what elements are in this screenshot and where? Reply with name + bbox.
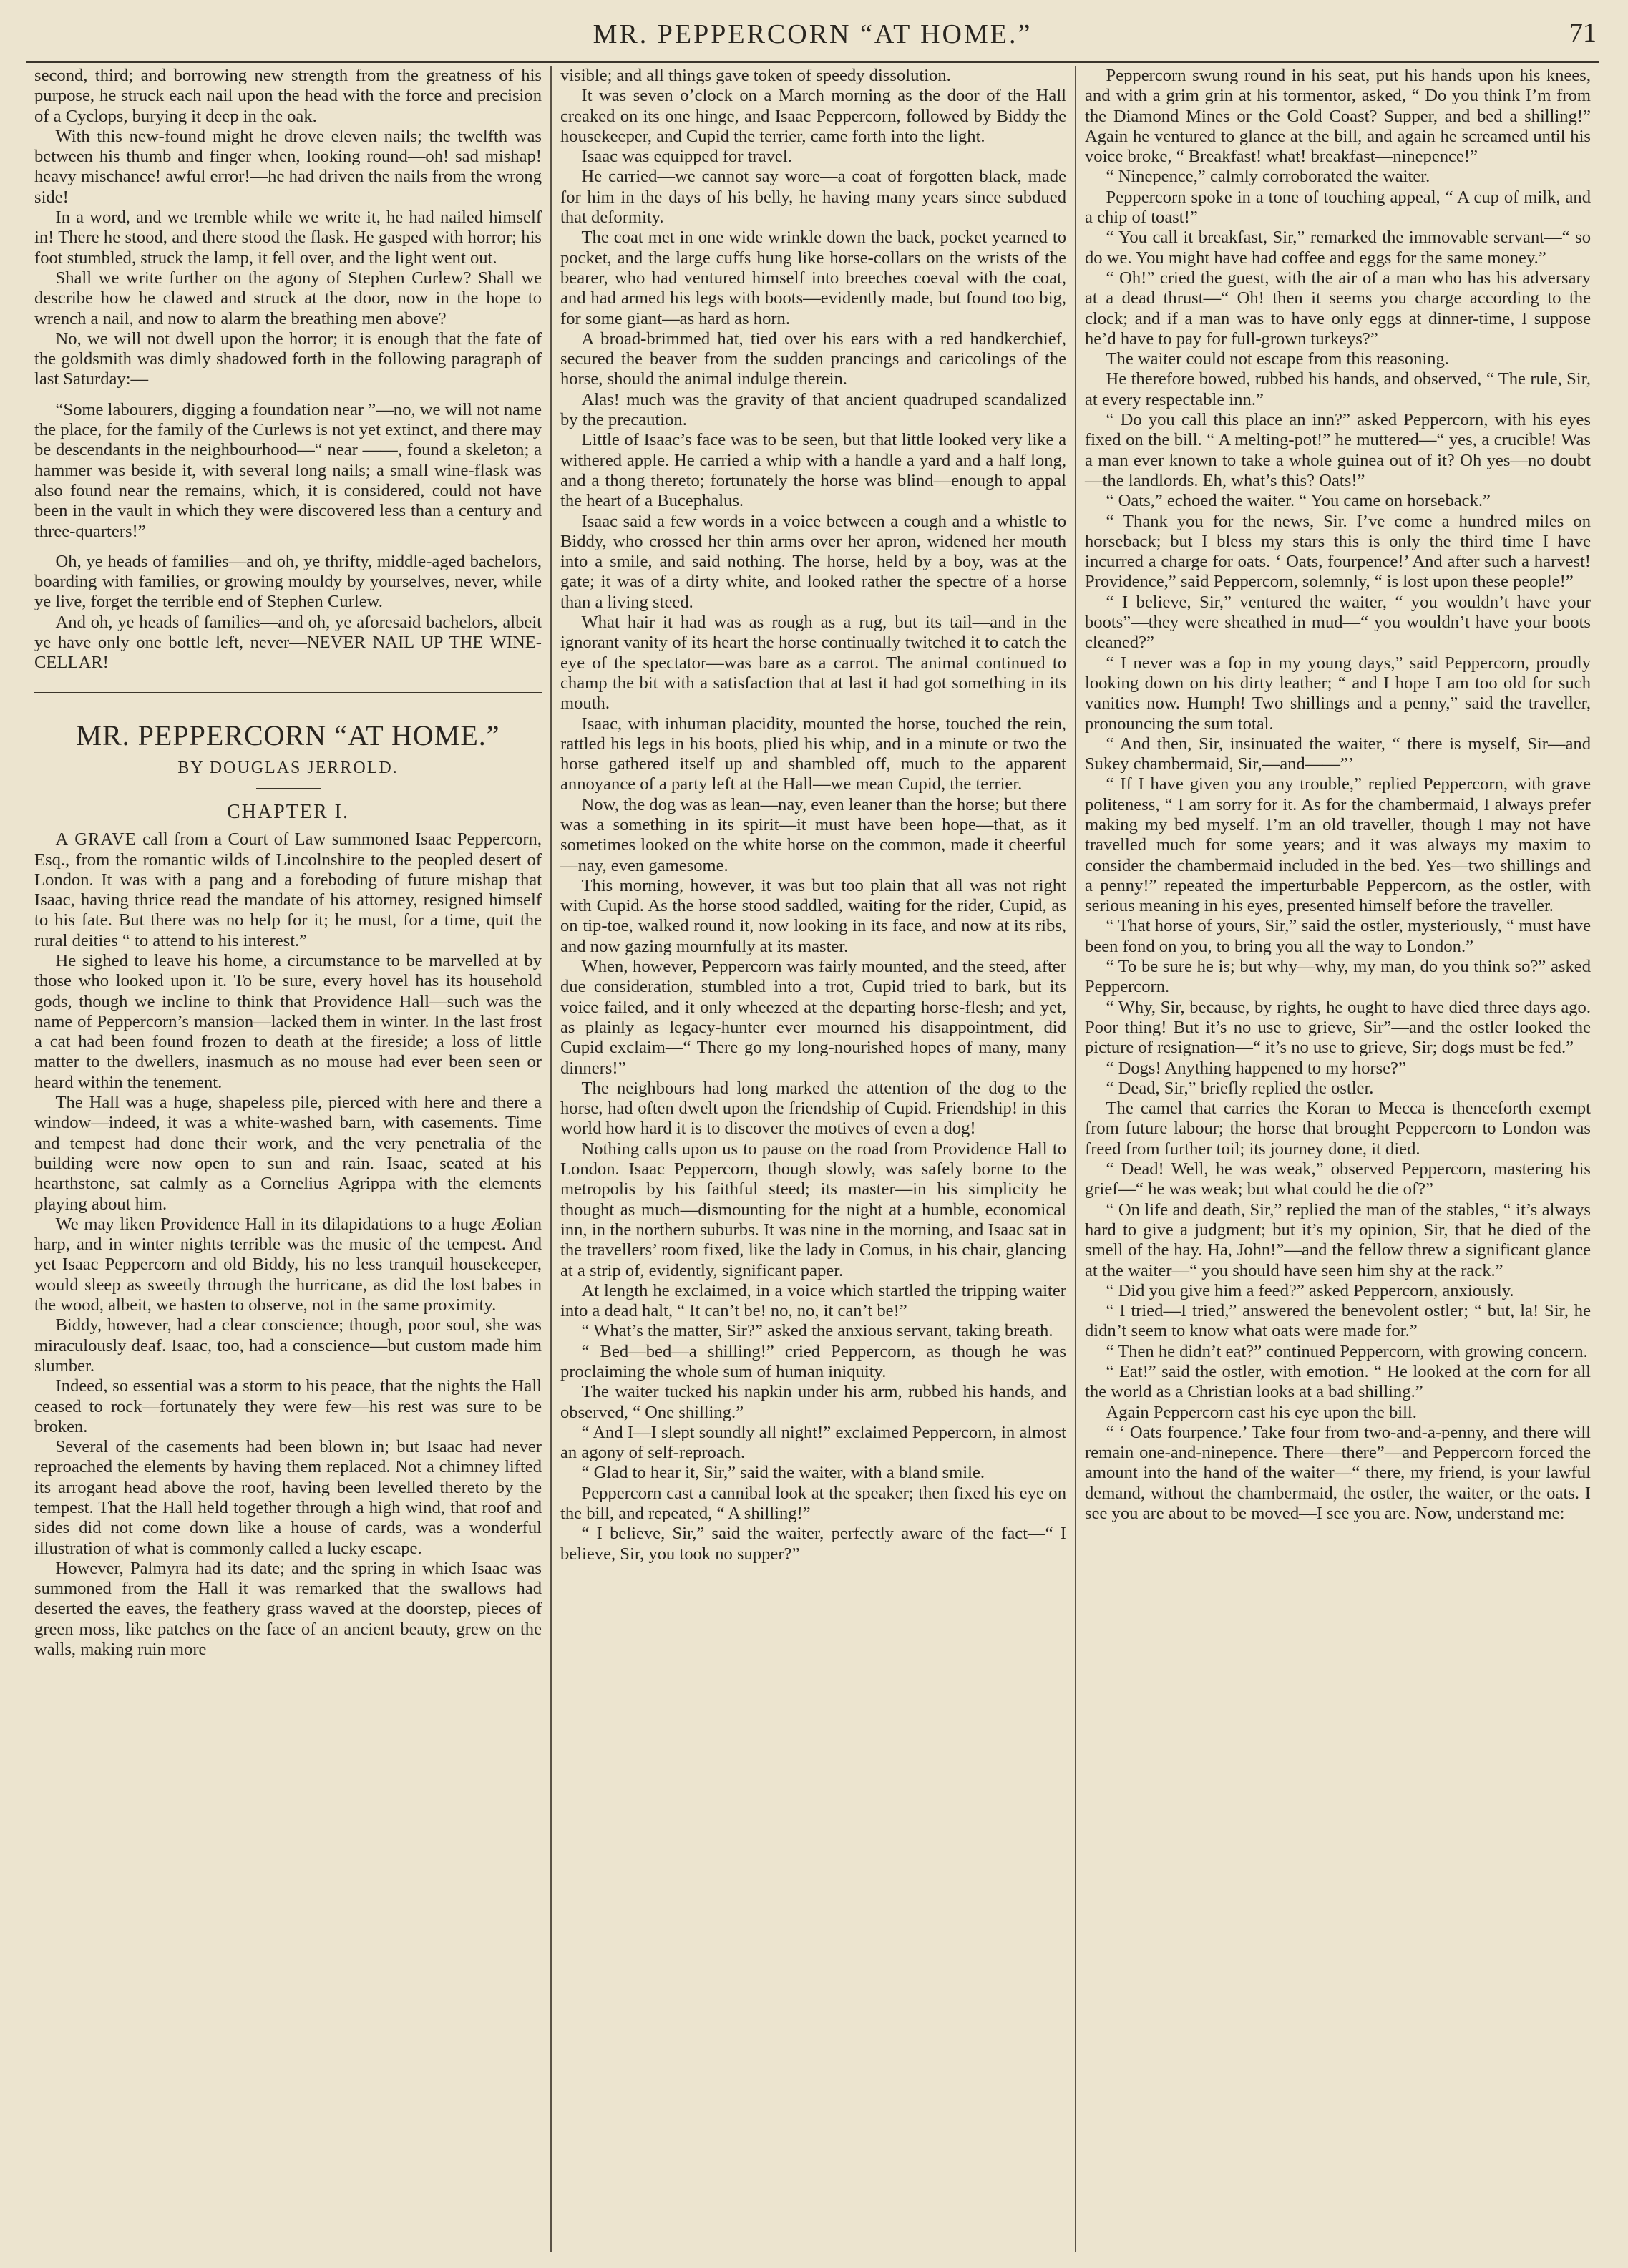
paragraph: second, third; and borrowing new strength from the greatness of his purpose, he struck each nail upon the head with the force and precision of a Cyclops, burying it deep in the oak. [34, 66, 542, 126]
paragraph: “ To be sure he is; but why—why, my man, do you think so?” asked Peppercorn. [1085, 957, 1591, 997]
paragraph: The Hall was a huge, shapeless pile, pierced with here and there a window—indeed, it was a white-washed barn, with casements. Time and tempest had done their work, and the very penetralia of the building were now open to sun and rain. Isaac, seated at his hearthstone, sat calmly as a Cornelius Agrippa with the elements playing about him. [34, 1093, 542, 1214]
paragraph: The waiter tucked his napkin under his arm, rubbed his hands, and observed, “ One shilling.” [560, 1382, 1066, 1422]
paragraph: Several of the casements had been blown in; but Isaac had never reproached the elements by having them replaced. Not a chimney lifted its arrogant head above the roof, having been levelled thereto by the tempest. That the Hall held together through a high wind, that roof and sides did not come down like a house of cards, was a wonderful illustration of what is commonly called a lucky escape. [34, 1437, 542, 1558]
paragraph: “ I believe, Sir,” said the waiter, perfectly aware of the fact—“ I believe, Sir, you took no supper?” [560, 1524, 1066, 1564]
paragraph: We may liken Providence Hall in its dilapidations to a huge Æolian harp, and in winter nights terrible was the music of the tempest. And yet Isaac Peppercorn and old Biddy, his no less tranquil housekeeper, would sleep as sweetly through the hurricane, as did the lost babes in the wood, albeit, we hasten to observe, not in the same proximity. [34, 1214, 542, 1315]
paragraph: However, Palmyra had its date; and the spring in which Isaac was summoned from the Hall it was remarked that the swallows had deserted the eaves, the feathery grass waved at the doorstep, pieces of green moss, like patches on the face of an ancient beauty, grew on the walls, making ruin more [34, 1558, 542, 1660]
paragraph: Alas! much was the gravity of that ancient quadruped scandalized by the precaution. [560, 389, 1066, 430]
paragraph: Indeed, so essential was a storm to his peace, that the nights the Hall ceased to rock—fortunately they were few—his rest was sure to be broken. [34, 1376, 542, 1436]
column-3 [1075, 66, 1599, 2252]
paragraph: A broad-brimmed hat, tied over his ears with a red handkerchief, secured the beaver from the sudden prancings and caricolings of the horse, should the animal indulge therein. [560, 328, 1066, 389]
paragraph: “ Bed—bed—a shilling!” cried Peppercorn, as though he was proclaiming the whole sum of human iniquity. [560, 1341, 1066, 1381]
paragraph: Peppercorn cast a cannibal look at the speaker; then fixed his eye on the bill, and repeated, “ A shilling!” [560, 1483, 1066, 1524]
paragraph: No, we will not dwell upon the horror; it is enough that the fate of the goldsmith was dimly shadowed forth in the following paragraph of last Saturday:— [34, 328, 542, 389]
paragraph: Isaac was equipped for travel. [581, 147, 792, 167]
paragraph: Shall we write further on the agony of Stephen Curlew? Shall we describe how he clawed and struck at the door, now in the hope to wrench a nail, and now to alarm the breathing men above? [34, 268, 542, 328]
title-rule [256, 788, 321, 789]
paragraph: “ Dead! Well, he was weak,” observed Peppercorn, mastering his grief—“ he was weak; but what could he die of?” [1085, 1159, 1591, 1199]
text-columns [26, 66, 1599, 2252]
paragraph: Oh, ye heads of families—and oh, ye thrifty, middle-aged bachelors, boarding with families, or growing mouldy by yourselves, never, while ye live, forget the terrible end of Stephen Curlew. [34, 551, 542, 612]
opening-words: A GRAVE [55, 829, 137, 850]
paragraph: “ Dogs! Anything happened to my horse?” [1106, 1058, 1406, 1078]
opening-text: call from a Court of Law summoned Isaac Peppercorn, Esq., from the romantic wilds of Lincolnshire to the peopled desert of London. It was with a pang and a foreboding of future mishap that Isaac, having thrice read the mandate of his attorney, resigned himself to his fate. But there was no help for it; he must, for a time, quit the rural deities “ to attend to his interest.” [34, 829, 542, 950]
paragraph: “ If I have given you any trouble,” replied Peppercorn, with grave politeness, “ I am sorry for it. As for the chambermaid, I always prefer making my bed myself. I’m an old traveller, though I may not have travelled much for some years; and it was always my maxim to consider the chambermaid included in the bed. Yes—two shillings and a penny!” repeated the imperturbable Peppercorn, as the ostler, with serious meaning in his eyes, presented himself before the traveller. [1085, 774, 1591, 916]
paragraph: Little of Isaac’s face was to be seen, but that little looked very like a withered apple. He carried a whip with a handle a yard and a half long, and a thong thereto; fortunately the horse was blind—enough to appal the heart of a Bucephalus. [560, 430, 1066, 511]
story-title: MR. PEPPERCORN “AT HOME.” [76, 719, 500, 751]
paragraph: “ And then, Sir, insinuated the waiter, “ there is myself, Sir—and Sukey chambermaid, Sir,—and——”’ [1085, 734, 1591, 774]
paragraph: “ I believe, Sir,” ventured the waiter, “ you wouldn’t have your boots”—they were sheathed in mud—“ you wouldn’t have your boots cleaned?” [1085, 592, 1591, 653]
paragraph: “ That horse of yours, Sir,” said the ostler, mysteriously, “ must have been fond on you, to bring you all the way to London.” [1085, 916, 1591, 956]
paragraph: “ Did you give him a feed?” asked Peppercorn, anxiously. [1106, 1280, 1514, 1300]
paragraph: He sighed to leave his home, a circumstance to be marvelled at by those who looked upon it. To be sure, every hovel has its household gods, though we incline to think that Providence Hall—such was the name of Peppercorn’s mansion—lacked them in winter. In the last frost a cat had been found frozen to death at the fireside; a loss of little matter to the dwellers, inasmuch as no mouse had ever been seen or heard within the tenement. [34, 950, 542, 1092]
paragraph: “ On life and death, Sir,” replied the man of the stables, “ it’s always hard to give a judgment; but it’s my opinion, Sir, that he died of the smell of the hay. Ha, John!”—and the fellow threw a significant glance at the waiter—“ you should have seen him shy at the rack.” [1085, 1199, 1591, 1280]
paragraph: It was seven o’clock on a March morning as the door of the Hall creaked on its one hinge, and Isaac Peppercorn, followed by Biddy the housekeeper, and Cupid the terrier, came forth into the light. [560, 86, 1066, 146]
paragraph: He therefore bowed, rubbed his hands, and observed, “ The rule, Sir, at every respectable inn.” [1085, 369, 1591, 409]
paragraph: The camel that carries the Koran to Mecca is thenceforth exempt from future labour; the horse that brought Peppercorn to London was freed from further toil; its journey done, it died. [1085, 1099, 1591, 1159]
paragraph: The neighbours had long marked the attention of the dog to the horse, had often dwelt upon the friendship of Cupid. Friendship! in this world how hard it is to discover the motives of even a dog! [560, 1078, 1066, 1139]
paragraph: “ Do you call this place an inn?” asked Peppercorn, with his eyes fixed on the bill. “ A melting-pot!” he muttered—“ yes, a crucible! Was a man ever known to take a whole guinea out of it? Oh yes—no doubt—the landlords. Eh, what’s this? Oats!” [1085, 410, 1591, 490]
paragraph: “ You call it breakfast, Sir,” remarked the immovable servant—“ so do we. You might have had coffee and eggs for the same money.” [1085, 228, 1591, 268]
paragraph: In a word, and we tremble while we write it, he had nailed himself in! There he stood, and there stood the flask. He gasped with horror; his foot stumbled, struck the lamp, it fell over, and the light went out. [34, 208, 542, 268]
paragraph: What hair it had was as rough as a rug, but its tail—and in the ignorant vanity of its heart the horse continually twitched it to catch the eye of the spectator—was bare as a carrot. The animal continued to champ the bit with a satisfaction that at last it had got something in its mouth. [560, 613, 1066, 714]
paragraph: The waiter could not escape from this reasoning. [1106, 349, 1449, 369]
opening-paragraph [34, 829, 542, 951]
paragraph: “ Why, Sir, because, by rights, he ought to have died three days ago. Poor thing! But it’s no use to grieve, Sir”—and the ostler looked the picture of resignation—“ it’s no use to grieve, Sir; dogs must be fed.” [1085, 997, 1591, 1058]
paragraph: And oh, ye heads of families—and oh, ye aforesaid bachelors, albeit ye have only one bottle left, never—NEVER NAIL UP THE WINE-CELLAR! [34, 612, 542, 673]
paragraph: The coat met in one wide wrinkle down the back, pocket yearned to pocket, and the large cuffs hung like horse-collars on the wrists of the bearer, who had ventured himself into breeches coeval with the coat, and had armed his legs with boots—evidently made, but found too big, for some giant—as hard as horn. [560, 228, 1066, 328]
paragraph: He carried—we cannot say wore—a coat of forgotten black, made for him in the days of his belly, he having many years since subdued that deformity. [560, 167, 1066, 228]
paragraph: Nothing calls upon us to pause on the road from Providence Hall to London. Isaac Peppercorn, though slowly, was safely borne to the metropolis by his faithful steed; its master—in his simplicity he thought as much—dismounting for the night at a humble, economical inn, in the northern suburbs. It was nine in the morning, and Isaac sat in the travellers’ room fixed, like the lady in Comus, in his chair, glancing at a strip of, evidently, significant paper. [560, 1139, 1066, 1280]
paragraph: “ Eat!” said the ostler, with emotion. “ He looked at the corn for all the world as a Christian looks at a bad shilling.” [1085, 1362, 1591, 1402]
byline: BY DOUGLAS JERROLD. [177, 758, 399, 777]
running-title: MR. PEPPERCORN “AT HOME.” [593, 19, 1033, 49]
paragraph: “ Then he didn’t eat?” continued Peppercorn, with growing concern. [1106, 1341, 1588, 1361]
column-2 [550, 66, 1075, 2252]
paragraph: “ Glad to hear it, Sir,” said the waiter, with a bland smile. [581, 1463, 985, 1483]
paragraph: With this new-found might he drove eleven nails; the twelfth was between his thumb and finger when, looking round—oh! sad mishap! heavy mischance! awful error!—he had driven the nails from the wrong side! [34, 126, 542, 207]
paragraph: “ Oh!” cried the guest, with the air of a man who has his adversary at a dead thrust—“ Oh! then it seems you charge according to the clock; and if a man was to have only eggs at dinner-time, I suppose he’d have to pay for full-grown turkeys?” [1085, 268, 1591, 349]
paragraph: At length he exclaimed, in a voice which startled the tripping waiter into a dead halt, “ It can’t be! no, no, it can’t be!” [560, 1280, 1066, 1321]
paragraph: visible; and all things gave token of speedy dissolution. [560, 66, 951, 85]
paragraph: “ ‘ Oats fourpence.’ Take four from two-and-a-penny, and there will remain one-and-ninepence. There—there”—and Peppercorn forced the amount into the hand of the waiter—“ there, my friend, is your lawful demand, without the chambermaid, the ostler, the waiter, or the oats. I see you are about to be moved—I see you are. Now, understand me: [1085, 1422, 1591, 1524]
chapter-heading: CHAPTER I. [227, 800, 349, 823]
running-header [26, 14, 1599, 63]
paragraph: Isaac, with inhuman placidity, mounted the horse, touched the rein, rattled his legs in his boots, plied his whip, and in a minute or two the horse gathered itself up and shambled off, much to the apparent annoyance of a party left at the Hall—we mean Cupid, the terrier. [560, 714, 1066, 794]
column-1 [26, 66, 550, 2252]
paragraph: Peppercorn spoke in a tone of touching appeal, “ A cup of milk, and a chip of toast!” [1085, 187, 1591, 228]
paragraph: “ What’s the matter, Sir?” asked the anxious servant, taking breath. [581, 1321, 1053, 1341]
paragraph: “ And I—I slept soundly all night!” exclaimed Peppercorn, in almost an agony of self-reproach. [560, 1422, 1066, 1463]
paragraph: Again Peppercorn cast his eye upon the bill. [1106, 1402, 1417, 1422]
paragraph: Now, the dog was as lean—nay, even leaner than the horse; but there was a something in its spirit—it must have been hope—that, as it sometimes looked on the white horse on the common, made it cheerful—nay, even gamesome. [560, 794, 1066, 875]
paragraph: “ I tried—I tried,” answered the benevolent ostler; “ but, la! Sir, he didn’t seem to know what oats were made for.” [1085, 1301, 1591, 1341]
paragraph: Biddy, however, had a clear conscience; though, poor soul, she was miraculously deaf. Isaac, too, had a conscience—but custom made him slumber. [34, 1315, 542, 1376]
paragraph: When, however, Peppercorn was fairly mounted, and the steed, after due consideration, stumbled into a trot, Cupid tried to bark, but its voice failed, and it only wheezed at the departing horse-flesh; and yet, as plainly as legacy-hunter ever mourned his disappointment, did Cupid exclaim—“ There go my long-nourished hopes of many, many dinners!” [560, 957, 1066, 1078]
paragraph: Peppercorn swung round in his seat, put his hands upon his knees, and with a grim grin at his tormentor, asked, “ Do you think I’m from the Diamond Mines or the Gold Coast? Supper, and bed a shilling!” Again he ventured to glance at the bill, and again he screamed until his voice broke, “ Breakfast! what! breakfast—ninepence!” [1085, 66, 1591, 167]
paragraph: Isaac said a few words in a voice between a cough and a whistle to Biddy, who crossed her thin arms over her apron, widened her mouth into a smile, and said nothing. The horse, held by a boy, was at the gate; it was of a dirty white, and looked rather the spectre of a horse than a living steed. [560, 511, 1066, 612]
quoted-paragraph: “Some labourers, digging a foundation near ”—no, we will not name the place, for the family of the Curlews is not yet extinct, and there may be descendants in the neighbourhood—“ near ——, found a skeleton; a hammer was beside it, with several long nails; a small wine-flask was also found near the remains, which, it is considered, could not have been in the vault in which they were discovered less than a century and three-quarters!” [34, 399, 542, 541]
paragraph: This morning, however, it was but too plain that all was not right with Cupid. As the horse stood saddled, waiting for the rider, Cupid, as on tip-toe, walked round it, now looking in its face, and now at its ribs, and now gazing mournfully at its master. [560, 875, 1066, 956]
paragraph: “ I never was a fop in my young days,” said Peppercorn, proudly looking down on his dirty leather; “ and I hope I am too old for such vanities now. Humph! Two shillings and a penny,” said the traveller, pronouncing the sum total. [1085, 653, 1591, 734]
paragraph: “ Thank you for the news, Sir. I’ve come a hundred miles on horseback; but I bless my stars this is only the third time I have incurred a charge for oats. ‘ Oats, fourpence!’ And after such a harvest! Providence,” said Peppercorn, solemnly, “ is lost upon these people!” [1085, 511, 1591, 592]
section-divider [34, 692, 542, 693]
page-number: 71 [1569, 18, 1597, 48]
paragraph: “ Ninepence,” calmly corroborated the waiter. [1106, 167, 1430, 187]
paragraph: “ Dead, Sir,” briefly replied the ostler. [1106, 1078, 1374, 1098]
paragraph: “ Oats,” echoed the waiter. “ You came on horseback.” [1106, 491, 1491, 511]
